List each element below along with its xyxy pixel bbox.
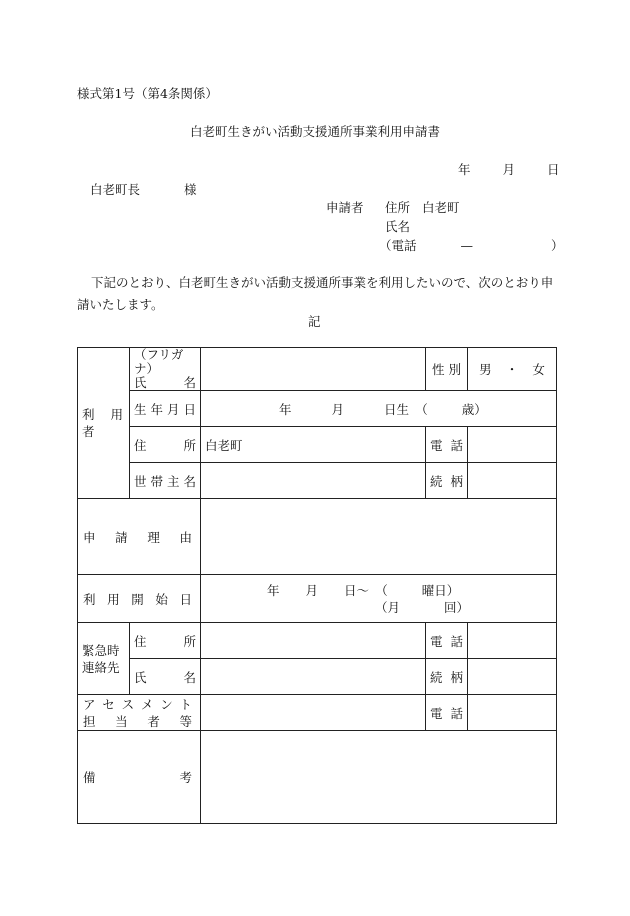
em-name-label	[130, 659, 201, 695]
birth-day: 日生 （	[384, 401, 428, 417]
emergency-label-2: 連絡先	[82, 659, 120, 675]
as1-char-1: ア	[83, 696, 96, 712]
ki-marker: 記	[308, 314, 321, 329]
addressee-name: 白老町長	[90, 182, 141, 197]
application-table	[77, 347, 557, 824]
start-char-4: 始	[155, 591, 168, 607]
bd-char-1: 生	[134, 401, 147, 417]
start-char-3: 開	[131, 591, 144, 607]
as-tel-input[interactable]	[468, 695, 557, 731]
em-relation-input[interactable]	[468, 659, 557, 695]
as1-char-3: ス	[121, 696, 135, 712]
relation-input[interactable]	[468, 463, 557, 499]
as2-char-4: 等	[179, 713, 192, 729]
reason-input[interactable]	[201, 499, 557, 575]
birth-age: 歳）	[461, 401, 487, 417]
date-day: 日	[547, 162, 560, 177]
as1-char-2: セ	[102, 696, 115, 712]
em-address-input[interactable]	[201, 623, 426, 659]
hh-char-4: 名	[183, 473, 196, 489]
as1-char-4: メ	[140, 696, 154, 712]
reason-char-3: 理	[147, 529, 160, 545]
start-weekday: 曜日）	[421, 582, 460, 598]
em-name-char-2: 名	[183, 669, 196, 685]
hh-char-2: 帯	[150, 473, 163, 489]
date-month: 月	[502, 162, 516, 177]
birth-year: 年	[279, 401, 292, 417]
hh-char-3: 主	[166, 473, 180, 489]
householder-label	[130, 463, 201, 499]
reason-char-4: 由	[179, 529, 192, 545]
date-year: 年	[458, 162, 471, 177]
birthdate-label	[130, 391, 201, 427]
em-name-char-1: 氏	[134, 669, 147, 685]
address-input[interactable]: 白老町	[201, 427, 426, 463]
birthdate-input[interactable]	[201, 391, 557, 427]
remarks-label	[78, 731, 201, 824]
gender-male[interactable]: 男	[479, 362, 492, 377]
start-day: 日～ （	[344, 582, 388, 598]
em-name-input[interactable]	[201, 659, 426, 695]
user-char-3: 者	[82, 424, 95, 439]
emergency-label-1: 緊急時	[82, 642, 120, 658]
hh-char-1: 世	[134, 473, 147, 489]
user-group-label	[78, 348, 130, 499]
gender-dot: ・	[505, 362, 519, 377]
tel-close: ）	[551, 238, 564, 253]
em-tel-input[interactable]	[468, 623, 557, 659]
form-title: 白老町生きがい活動支援通所事業利用申請書	[189, 124, 440, 139]
reason-label	[78, 499, 201, 575]
reason-char-1: 申	[83, 529, 96, 545]
em-tel-char-2: 話	[450, 633, 463, 649]
birth-month: 月	[331, 401, 345, 417]
name-char-2: 名	[183, 375, 196, 390]
relation-label	[426, 463, 468, 499]
tel-input[interactable]	[468, 427, 557, 463]
furigana-label: （フリガナ）	[134, 347, 184, 376]
rel-char-2: 柄	[450, 473, 463, 489]
as2-char-2: 当	[115, 713, 128, 729]
emergency-contact-label	[78, 623, 130, 695]
start-freq-open: （月	[375, 599, 401, 615]
tel-dash: —	[460, 238, 474, 253]
bd-char-4: 日	[183, 401, 196, 417]
tel-open: （電話	[379, 238, 417, 253]
assessment-label	[78, 695, 201, 731]
applicant-address-value[interactable]: 白老町	[422, 200, 460, 215]
em-address-label	[130, 623, 201, 659]
as1-char-5: ン	[160, 696, 173, 712]
householder-input[interactable]	[201, 463, 426, 499]
addr-char-1: 住	[134, 437, 147, 453]
name-char-1: 氏	[134, 375, 147, 390]
as-tel-char-2: 話	[450, 705, 463, 721]
as-tel-label	[426, 695, 468, 731]
as-tel-char-1: 電	[430, 705, 443, 721]
em-relation-label	[426, 659, 468, 695]
assessment-input[interactable]	[201, 695, 426, 731]
gender-label: 性 別	[426, 348, 468, 391]
em-tel-label	[426, 623, 468, 659]
start-year: 年	[267, 582, 280, 598]
tel-char-2: 話	[450, 437, 463, 453]
addressee	[90, 180, 197, 198]
start-char-2: 用	[107, 591, 120, 607]
bd-char-2: 年	[150, 401, 163, 417]
applicant-name-label: 氏名	[385, 219, 411, 234]
remarks-input[interactable]	[201, 731, 557, 824]
em-rel-char-2: 柄	[450, 669, 463, 685]
remarks-char-2: 考	[179, 770, 192, 785]
as2-char-1: 担	[83, 713, 96, 729]
bd-char-3: 月	[166, 401, 180, 417]
gender-female[interactable]: 女	[532, 362, 545, 377]
start-freq-close: 回）	[444, 599, 470, 615]
tel-label	[426, 427, 468, 463]
user-char-2: 用	[110, 407, 123, 422]
start-month: 月	[305, 582, 319, 598]
em-addr-char-1: 住	[134, 633, 147, 649]
tel-char-1: 電	[430, 437, 443, 453]
name-input[interactable]	[201, 348, 426, 391]
start-date-input[interactable]	[201, 575, 557, 623]
em-rel-char-1: 続	[430, 669, 443, 685]
as1-char-6: ト	[179, 696, 192, 712]
applicant-tel	[379, 236, 564, 254]
applicant-label: 申請者	[326, 200, 364, 215]
application-date	[458, 160, 560, 178]
addressee-honorific: 様	[184, 182, 197, 197]
start-char-1: 利	[83, 591, 96, 607]
reason-char-2: 請	[115, 529, 128, 545]
name-label	[130, 348, 201, 391]
em-addr-char-2: 所	[183, 633, 196, 649]
form-number: 様式第1号（第4条関係）	[77, 86, 218, 101]
request-statement: 下記のとおり、白老町生きがい活動支援通所事業を利用したいので、次のとおり申請いたします。	[77, 275, 554, 312]
user-char-1: 利	[82, 407, 95, 422]
addr-char-2: 所	[183, 437, 196, 453]
address-label	[130, 427, 201, 463]
rel-char-1: 続	[430, 473, 443, 489]
gender-select[interactable]	[468, 348, 557, 391]
applicant-address-label: 住所	[385, 200, 411, 215]
em-tel-char-1: 電	[430, 633, 443, 649]
as2-char-3: 者	[147, 713, 160, 729]
start-date-label	[78, 575, 201, 623]
remarks-char-1: 備	[83, 770, 96, 785]
start-char-5: 日	[179, 591, 192, 607]
